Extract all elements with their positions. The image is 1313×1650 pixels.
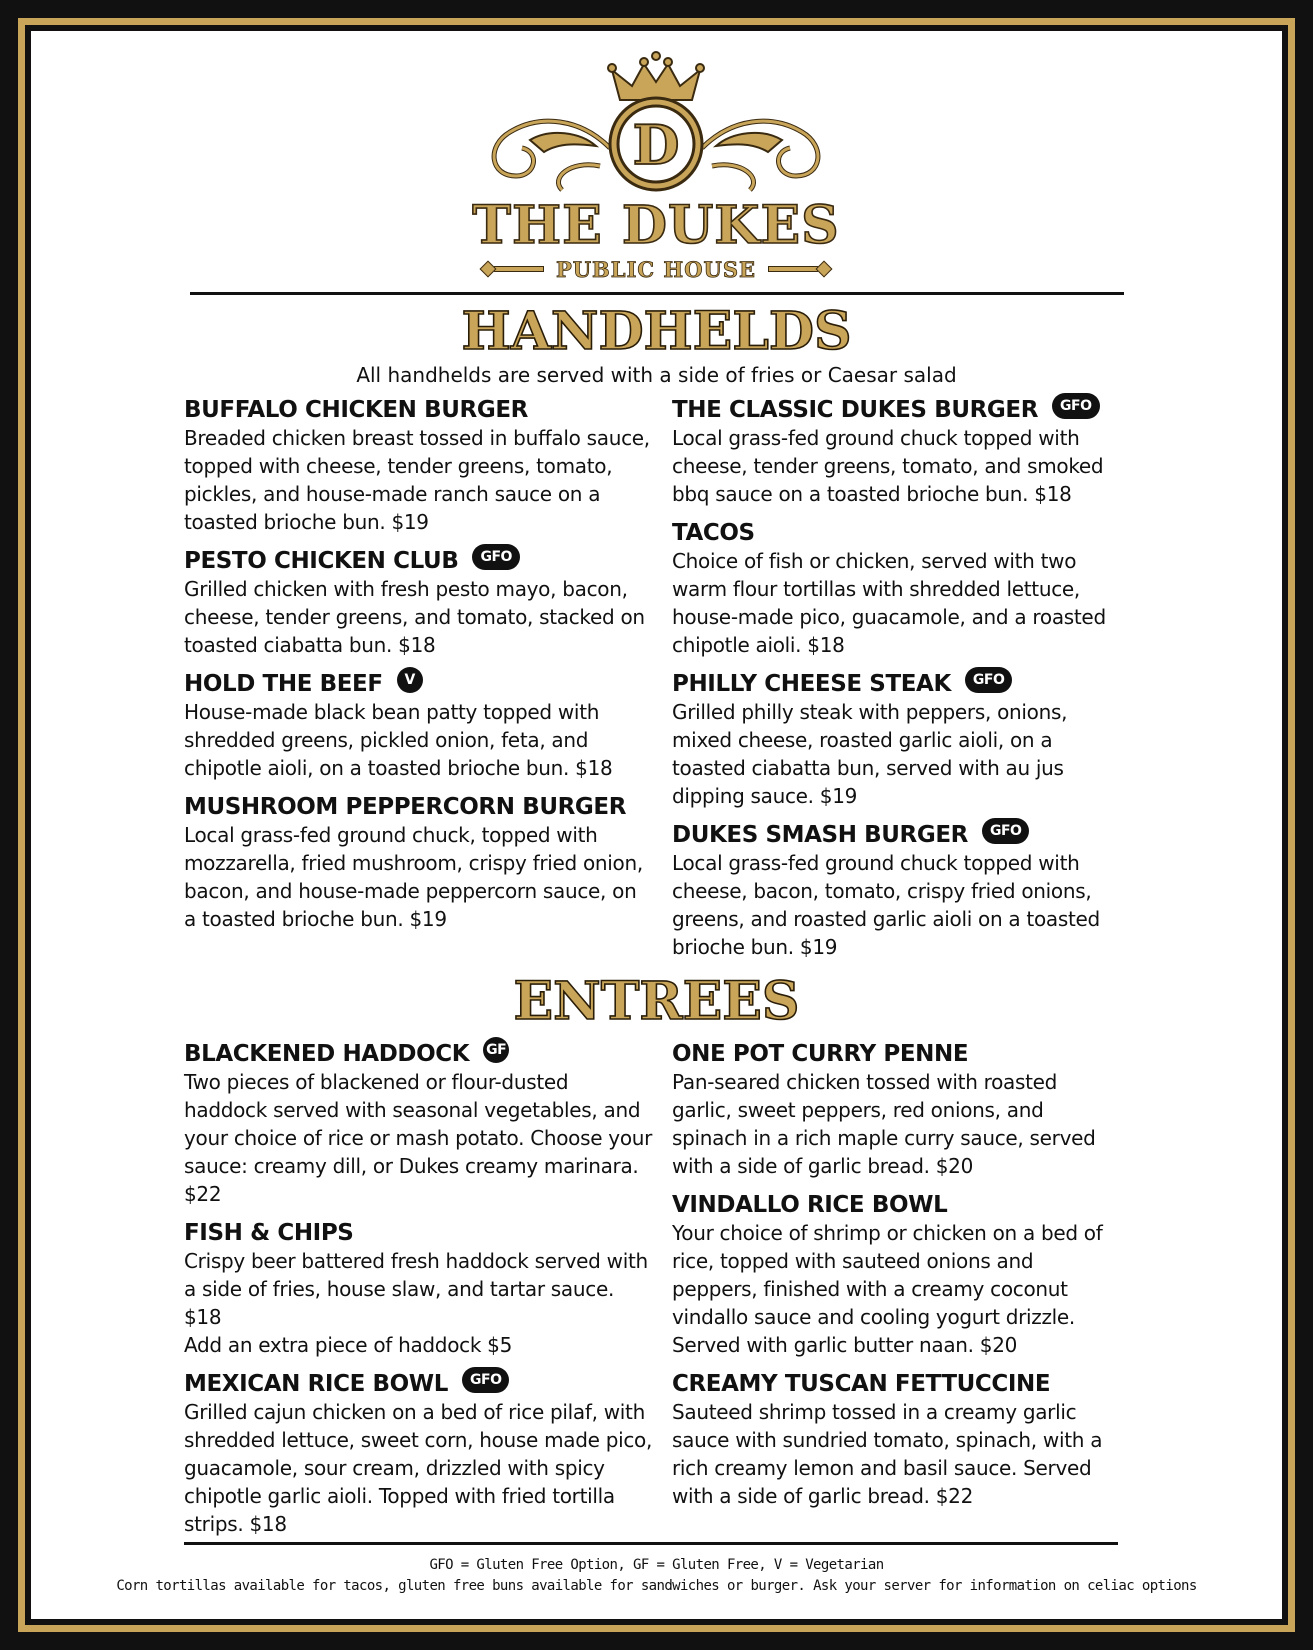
- item-description: Grilled chicken with fresh pesto mayo, bacon, cheese, tender greens, and tomato, stacked on toasted ciabatta bun. $18: [184, 577, 645, 657]
- item-name: MEXICAN RICE BOWL: [184, 1371, 449, 1397]
- menu-item: [672, 821, 1122, 961]
- logo-subtitle: PUBLIC HOUSE: [555, 256, 757, 282]
- item-name: ONE POT CURRY PENNE: [672, 1041, 969, 1067]
- crown-icon: [608, 52, 704, 100]
- menu-item: [672, 396, 1122, 508]
- item-name-row: [672, 1191, 1122, 1219]
- item-description: Choice of fish or chicken, served with two warm flour tortillas with shredded lettuce, house-made pico, guacamole, and a roasted chipotle aioli. $18: [672, 549, 1106, 657]
- item-name-row: [184, 547, 654, 575]
- item-name-row: [184, 1040, 654, 1068]
- item-description: Your choice of shrimp or chicken on a bed of rice, topped with sauteed onions and peppers, finished with a creamy coconut vindallo sauce and cooling yogurt drizzle. Served with garlic butter naan. $20: [672, 1221, 1103, 1357]
- item-description: Sauteed shrimp tossed in a creamy garlic sauce with sundried tomato, spinach, with a rich creamy lemon and basil sauce. Served with a side of garlic bread. $22: [672, 1400, 1103, 1508]
- gfo-badge: GFO: [1052, 393, 1099, 419]
- item-name: FISH & CHIPS: [184, 1220, 354, 1246]
- item-name: BUFFALO CHICKEN BURGER: [184, 397, 528, 423]
- item-description: Grilled philly steak with peppers, onions, mixed cheese, roasted garlic aioli, on a toasted ciabatta bun, served with au jus dipping sauce. $19: [672, 700, 1068, 808]
- item-name: MUSHROOM PEPPERCORN BURGER: [184, 794, 627, 820]
- item-description: Breaded chicken breast tossed in buffalo sauce, topped with cheese, tender greens, tomato, pickles, and house-made ranch sauce on a toasted brioche bun. $19: [184, 426, 650, 534]
- menu-item: [672, 519, 1122, 659]
- handhelds-left-column: [184, 396, 654, 944]
- item-description: Pan-seared chicken tossed with roasted garlic, sweet peppers, red onions, and spinach in a rich maple curry sauce, served with a side of garlic bread. $20: [672, 1070, 1096, 1178]
- item-name-row: [672, 396, 1122, 424]
- gfo-badge: GFO: [965, 667, 1012, 693]
- item-name-row: [184, 670, 654, 698]
- entrees-right-column: [672, 1040, 1122, 1521]
- entrees-left-column: [184, 1040, 654, 1549]
- item-name: TACOS: [672, 520, 755, 546]
- handhelds-title: HANDHELDS: [461, 301, 852, 362]
- handhelds-subtitle: All handhelds are served with a side of fries or Caesar salad: [356, 363, 957, 387]
- item-description: House-made black bean patty topped with shredded greens, pickled onion, feta, and chipotle aioli, on a toasted brioche bun. $18: [184, 700, 613, 780]
- item-name: VINDALLO RICE BOWL: [672, 1192, 948, 1218]
- item-name-row: [672, 1040, 1122, 1068]
- crest-emblem: [470, 48, 842, 198]
- left-ornament-icon: [482, 263, 544, 275]
- item-name: BLACKENED HADDOCK: [184, 1041, 470, 1067]
- item-name-row: [184, 793, 654, 821]
- item-name: HOLD THE BEEF: [184, 671, 383, 697]
- item-name: PESTO CHICKEN CLUB: [184, 548, 459, 574]
- menu-item: [184, 1370, 654, 1538]
- menu-item: [184, 793, 654, 933]
- item-name-row: [184, 1370, 654, 1398]
- item-description: Grilled cajun chicken on a bed of rice pilaf, with shredded lettuce, sweet corn, house made pico, guacamole, sour cream, drizzled with spicy chipotle garlic aioli. Topped with fried tortilla strips. $18: [184, 1400, 653, 1536]
- gfo-badge: GFO: [472, 544, 519, 570]
- item-name: THE CLASSIC DUKES BURGER: [672, 397, 1039, 423]
- menu-item: [672, 1370, 1122, 1510]
- logo: [470, 48, 842, 288]
- menu-item: [672, 670, 1122, 810]
- item-description: Local grass-fed ground chuck, topped with mozzarella, fried mushroom, crispy fried onion, bacon, and house-made peppercorn sauce, on a toasted brioche bun. $19: [184, 823, 643, 931]
- item-name-row: [184, 1219, 654, 1247]
- right-ornament-icon: [768, 263, 830, 275]
- monogram-letter: D: [632, 113, 680, 177]
- entrees-title: ENTREES: [513, 971, 800, 1032]
- logo-subtitle-row: [470, 254, 842, 284]
- gf-badge: GF: [483, 1037, 509, 1063]
- item-name-row: [672, 821, 1122, 849]
- menu-item: [184, 670, 654, 782]
- menu-item: [672, 1040, 1122, 1180]
- menu-item: [184, 547, 654, 659]
- menu-item: [672, 1191, 1122, 1359]
- dietary-legend: GFO = Gluten Free Option, GF = Gluten Free, V = Vegetarian: [429, 1557, 884, 1573]
- item-name: CREAMY TUSCAN FETTUCCINE: [672, 1371, 1051, 1397]
- item-name-row: [672, 519, 1122, 547]
- item-name: DUKES SMASH BURGER: [672, 822, 968, 848]
- menu-item: [184, 396, 654, 536]
- dietary-note: Corn tortillas available for tacos, gluten free buns available for sandwiches or burger. Ask your server for information on celiac options: [116, 1578, 1197, 1594]
- vegetarian-badge: V: [397, 667, 423, 693]
- handhelds-right-column: [672, 396, 1122, 972]
- item-name-row: [672, 670, 1122, 698]
- item-name-row: [184, 396, 654, 424]
- menu-item: [184, 1040, 654, 1208]
- gfo-badge: GFO: [462, 1367, 509, 1393]
- menu-item: [184, 1219, 654, 1359]
- header-divider: [190, 292, 1124, 295]
- item-addon: Add an extra piece of haddock $5: [184, 1333, 513, 1357]
- gfo-badge: GFO: [982, 818, 1029, 844]
- item-name-row: [672, 1370, 1122, 1398]
- footer-divider: [184, 1542, 1118, 1545]
- item-description: Crispy beer battered fresh haddock served with a side of fries, house slaw, and tartar sauce. $18: [184, 1249, 648, 1329]
- logo-title: THE DUKES: [472, 195, 840, 256]
- item-description: Two pieces of blackened or flour-dusted haddock served with seasonal vegetables, and your choice of rice or mash potato. Choose your sauce: creamy dill, or Dukes creamy marinara. $22: [184, 1070, 653, 1206]
- item-name: PHILLY CHEESE STEAK: [672, 671, 951, 697]
- item-description: Local grass-fed ground chuck topped with cheese, bacon, tomato, crispy fried onions, greens, and roasted garlic aioli on a toasted brioche bun. $19: [672, 851, 1100, 959]
- item-description: Local grass-fed ground chuck topped with cheese, tender greens, tomato, and smoked bbq sauce on a toasted brioche bun. $18: [672, 426, 1104, 506]
